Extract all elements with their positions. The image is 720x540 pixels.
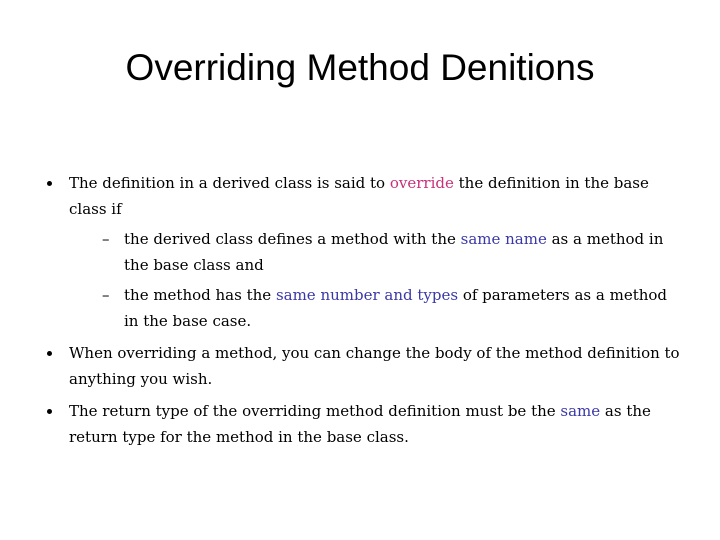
sub-text-post: as a method in the base class and <box>124 230 664 274</box>
bullet-text: When overriding a method, you can change the body of the method definition to anything you wish. <box>69 344 680 388</box>
highlight-same-name: same name <box>460 230 547 248</box>
bullet-item-change-body <box>40 340 680 392</box>
sub-item-same-parameters <box>69 282 680 334</box>
bullet-text-post: as the return type for the method in the base class. <box>69 402 651 446</box>
sub-text-pre: the derived class defines a method with the <box>124 230 461 248</box>
sub-text-pre: the method has the <box>124 286 276 304</box>
dash-icon: – <box>102 230 110 248</box>
bullet-dot-icon <box>47 351 52 356</box>
dash-icon: – <box>102 286 110 304</box>
bullet-item-return-type <box>40 398 680 450</box>
sub-item-same-name <box>69 226 680 278</box>
bullet-text-pre: The definition in a derived class is said to <box>69 174 390 192</box>
slide-title: Overriding Method Denitions <box>125 47 595 88</box>
slide-content <box>40 170 680 456</box>
bullet-item-override <box>40 170 680 334</box>
sub-text-post: of parameters as a method in the base case. <box>124 286 668 330</box>
bullet-dot-icon <box>47 409 52 414</box>
highlight-same-number-and-types: same number and types <box>275 286 459 304</box>
bullet-text-pre: The return type of the overriding method definition must be the <box>69 402 561 420</box>
sub-list <box>98 226 680 334</box>
highlight-override: override <box>389 174 454 192</box>
highlight-same: same <box>560 402 601 420</box>
bullet-text-post: the definition in the base class if <box>69 174 649 218</box>
bullet-dot-icon <box>47 181 52 186</box>
